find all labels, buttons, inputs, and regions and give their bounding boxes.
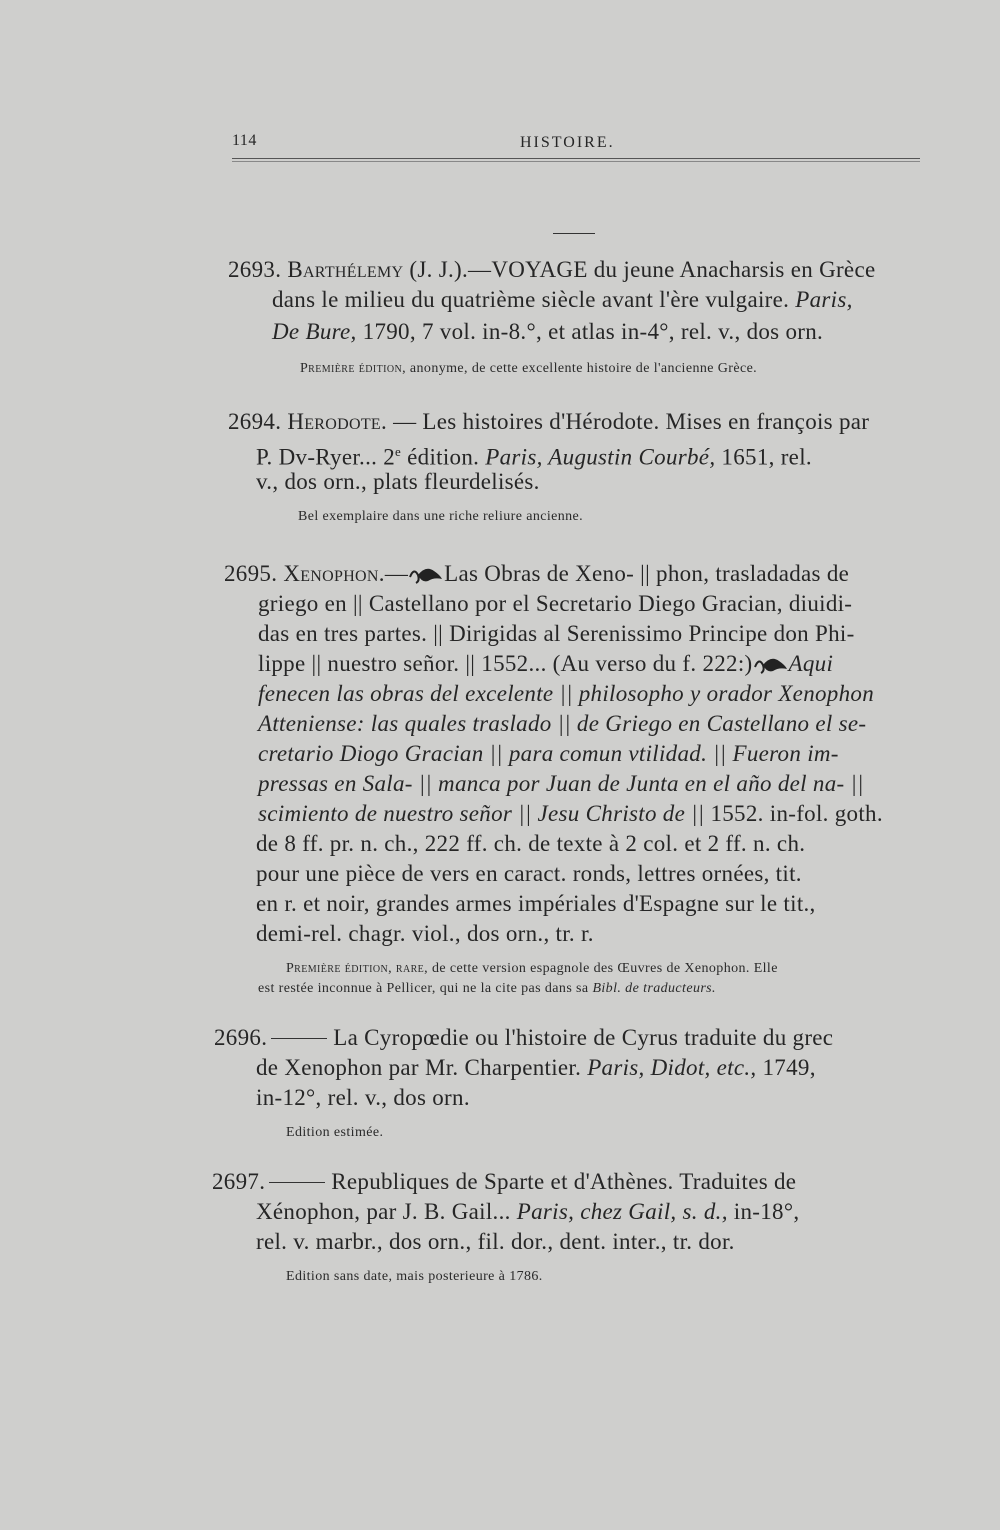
- entry-line: griego en || Castellano por el Secretario Diego Gracian, diuidi-: [258, 591, 853, 616]
- entry-note: est restée inconnue à Pellicer, qui ne la cite pas dans sa Bibl. de traducteurs.: [258, 981, 716, 996]
- entry-title: —VOYAGE du jeune Anacharsis en Grèce: [468, 257, 876, 282]
- entry-line: dans le milieu du quatrième siècle avant l'ère vulgaire. Paris,: [272, 287, 853, 312]
- entry-line: 2693. Barthélemy (J. J.).—VOYAGE du jeune Anacharsis en Grèce: [228, 257, 876, 282]
- entry-number: 2697.: [212, 1169, 266, 1194]
- entry-line: v., dos orn., plats fleurdelisés.: [256, 469, 540, 494]
- entry-line: en r. et noir, grandes armes impériales d'Espagne sur le tit.,: [256, 891, 816, 916]
- entry-line: de 8 ff. pr. n. ch., 222 ff. ch. de texte à 2 col. et 2 ff. n. ch.: [256, 831, 806, 856]
- entry-line: demi-rel. chagr. viol., dos orn., tr. r.: [256, 921, 594, 946]
- entry-line: 2694. Herodote. — Les histoires d'Hérodote. Mises en françois par: [228, 409, 870, 434]
- ditto-dash: [271, 1038, 327, 1039]
- entry-author: Herodote.: [287, 409, 388, 434]
- entry-number: 2695.: [224, 561, 278, 586]
- fleuron-icon: [408, 563, 444, 585]
- entry-line: lippe || nuestro señor. || 1552... (Au verso du f. 222:) Aqui: [258, 651, 834, 676]
- entry-line: de Xenophon par Mr. Charpentier. Paris, Didot, etc., 1749,: [256, 1055, 816, 1080]
- entry-line: De Bure, 1790, 7 vol. in-8.°, et atlas in-4°, rel. v., dos orn.: [272, 319, 824, 344]
- entry-number: 2696.: [214, 1025, 268, 1050]
- entry-line: pressas en Sala- || manca por Juan de Junta en el año del na- ||: [258, 771, 864, 796]
- entry-number: 2693.: [228, 257, 282, 282]
- entry-note: Première édition, anonyme, de cette excellente histoire de l'ancienne Grèce.: [300, 361, 758, 376]
- running-title: HISTOIRE.: [520, 134, 615, 151]
- entry-line: Atteniense: las quales traslado || de Griego en Castellano el se-: [258, 711, 867, 736]
- entry-line: rel. v. marbr., dos orn., fil. dor., dent. inter., tr. dor.: [256, 1229, 735, 1254]
- entry-line: Xénophon, par J. B. Gail... Paris, chez Gail, s. d., in-18°,: [256, 1199, 800, 1224]
- entry-line: scimiento de nuestro señor || Jesu Christo de || 1552. in-fol. goth.: [258, 801, 883, 826]
- entry-note: Première édition, rare, de cette version espagnole des Œuvres de Xenophon. Elle: [286, 961, 778, 976]
- ditto-dash: [269, 1182, 325, 1183]
- header-rule: [232, 158, 920, 159]
- entry-author: Barthélemy: [287, 257, 404, 282]
- page-header: [232, 128, 920, 164]
- entry-note: Bel exemplaire dans une riche reliure ancienne.: [298, 509, 584, 524]
- entry-note: Edition sans date, mais posterieure à 1786.: [286, 1269, 543, 1284]
- entry-line: 2695. Xenophon.— Las Obras de Xeno- || phon, trasladadas de: [224, 561, 850, 586]
- page-number: 114: [232, 132, 257, 149]
- entry-line: P. Dv-Ryer... 2e édition. Paris, Augustin Courbé, 1651, rel.: [256, 444, 812, 470]
- entry-line: das en tres partes. || Dirigidas al Serenissimo Principe don Phi-: [258, 621, 855, 646]
- entry-line: in-12°, rel. v., dos orn.: [256, 1085, 470, 1110]
- entry-note: Edition estimée.: [286, 1125, 384, 1140]
- entry-line: 2697. Republiques de Sparte et d'Athènes. Traduites de: [212, 1169, 797, 1194]
- entry-line: cretario Diogo Gracian || para comun vtilidad. || Fueron im-: [258, 741, 839, 766]
- entry-number: 2694.: [228, 409, 282, 434]
- fleuron-icon: [753, 653, 789, 675]
- section-rule: [553, 233, 595, 234]
- entry-line: 2696. La Cyropœdie ou l'histoire de Cyrus traduite du grec: [214, 1025, 834, 1050]
- header-rule-thin: [232, 161, 920, 162]
- entry-line: fenecen las obras del excelente || philosopho y orador Xenophon: [258, 681, 874, 706]
- entry-line: pour une pièce de vers en caract. ronds, lettres ornées, tit.: [256, 861, 802, 886]
- entry-author: Xenophon.: [283, 561, 385, 586]
